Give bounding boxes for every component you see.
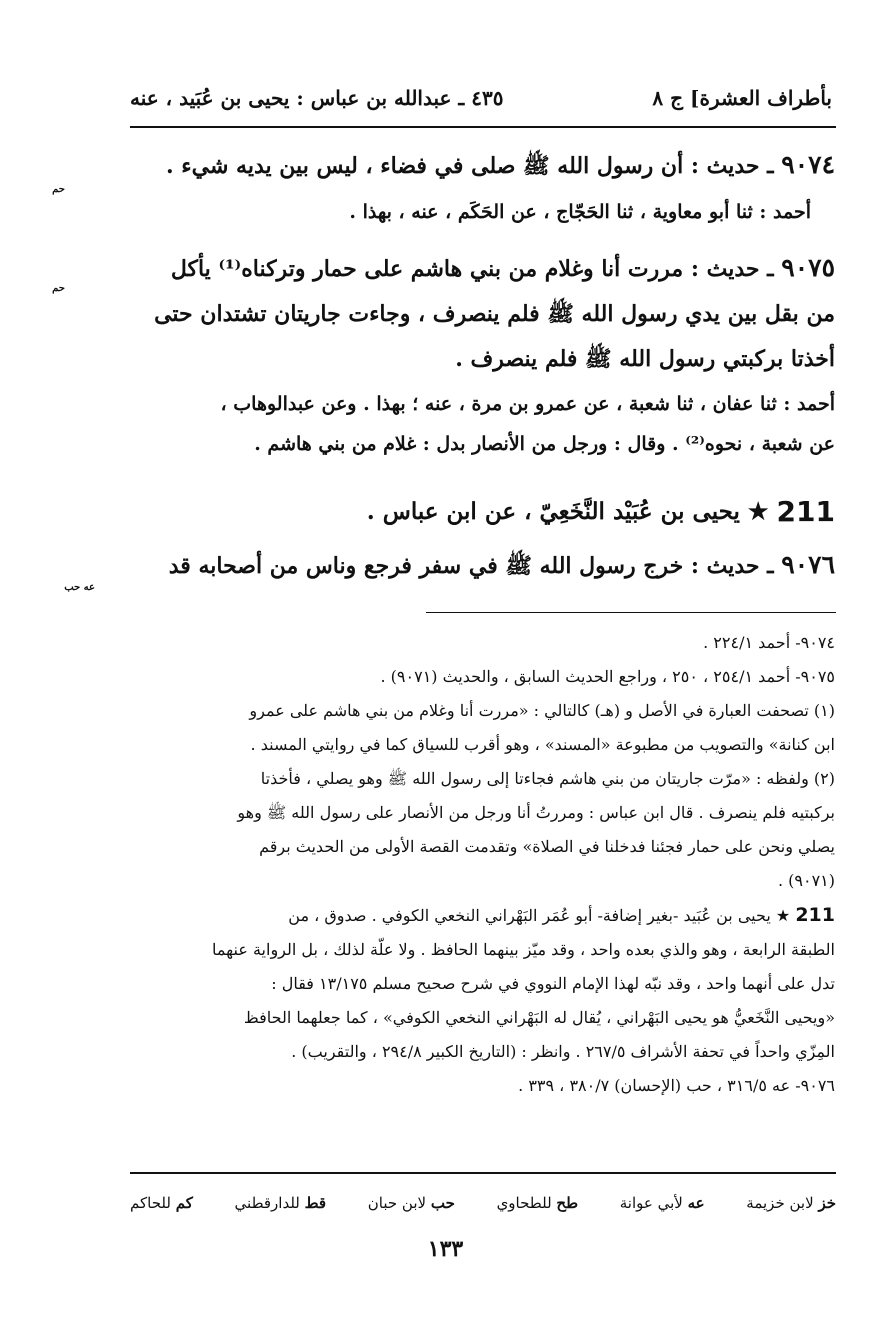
- hadith-source: أحمد : ثنا عفان ، ثنا شعبة ، عن عمرو بن مرة ، عنه ؛ بهذا . وعن عبدالوهاب ، عن شعبة ، نحوه⁽²⁾ . وقال : ورجل من الأنصار بدل : غلام من بني هاشم .: [220, 393, 835, 455]
- siglum: عه حب: [64, 582, 95, 593]
- siglum: حم: [52, 283, 65, 294]
- narrator-heading: [129, 488, 835, 534]
- abbr-item: قط للدارقطني: [234, 1194, 327, 1212]
- hadith-text: ـ حديث : خرج رسول الله ﷺ في سفر فرجع وناس من أصحابه قد: [168, 553, 774, 579]
- hadith-line: أخذتا بركبتي رسول الله ﷺ فلم ينصرف .: [455, 346, 835, 372]
- hadith-9075: [129, 245, 835, 382]
- abbr-item: طح للطحاوي: [496, 1194, 579, 1212]
- header-rule: [130, 126, 836, 128]
- footnote-9075: ٩٠٧٥- أحمد ٢٥٤/١ ، ٢٥٠ ، وراجع الحديث السابق ، والحديث (٩٠٧١) .: [380, 667, 835, 686]
- star-icon: ★: [775, 906, 791, 925]
- hadith-line: ٩٠٧٥ ـ حديث : مررت أنا وغلام من بني هاشم على حمار وتركناه⁽¹⁾ يأكل: [170, 253, 835, 282]
- abbr-item: خز لابن خزيمة: [746, 1194, 836, 1212]
- hadith-9076: [129, 542, 835, 589]
- siglum: حم: [52, 184, 65, 195]
- abbreviations-key: [130, 1186, 836, 1220]
- footnote-rule: [426, 612, 836, 613]
- footnote-1: (١) تصحفت العبارة في الأصل و (هـ) كالتالي : «مررت أنا وغلام من بني هاشم على عمرو ابن كنانة» والتصويب من مطبوعة «المسند» ، وهو أقرب للسياق كما في روايتي المسند .: [249, 701, 835, 754]
- hadith-9074: [129, 142, 835, 189]
- abbreviations-rule: [130, 1172, 836, 1174]
- footnote-narrator-number: 211: [795, 904, 835, 926]
- footnote-9076: ٩٠٧٦- عه ٣١٦/٥ ، حب (الإحسان) ٣٨٠/٧ ، ٣٣٩ .: [518, 1076, 835, 1095]
- hadith-number: ٩٠٧٥: [781, 253, 835, 282]
- running-header: [130, 78, 832, 118]
- footnotes: [129, 626, 835, 1103]
- abbr-item: كم للحاكم: [130, 1194, 193, 1212]
- hadith-text: ـ حديث : أن رسول الله ﷺ صلى في فضاء ، ليس بين يديه شيء .: [165, 153, 774, 179]
- page-number: ١٣٣: [427, 1236, 464, 1262]
- footnote-9074: ٩٠٧٤- أحمد ٢٢٤/١ .: [703, 633, 835, 652]
- header-volume: بأطراف العشرة] ج ٨: [652, 86, 832, 110]
- hadith-line: من بقل بين يدي رسول الله ﷺ فلم ينصرف ، وجاءت جاريتان تشتدان حتى: [154, 301, 835, 327]
- abbr-item: عه لأبي عوانة: [619, 1194, 705, 1212]
- footnote-211: 211 ★ يحيى بن عُبَيد -بغير إضافة- أبو عُمَر البَهْراني النخعي الكوفي . صدوق ، من الطبقة الرابعة ، وهو والذي بعده واحد ، وقد ميّز بينهما الحافظ . ولا علّة لذلك ، بل الرواية عنهما تدل على أنهما واحد ، وقد نبّه لهذا الإمام النووي في شرح صحيح مسلم ١٣/١٧٥ فقال : «ويحيى النَّخَعيُّ هو يحيى البَهْراني ، يُقال له البَهْراني النخعي الكوفي» ، كما جعلهما الحافظ المِزّي واحداً في تحفة الأشراف ٢٦٧/٥ . وانظر : (التاريخ الكبير ٢٩٤/٨ ، والتقريب) .: [212, 904, 835, 1061]
- narrator-name: يحيى بن عُبَيْد النَّخَعِيّ ، عن ابن عباس .: [366, 497, 740, 525]
- narrator-number: 211: [776, 494, 835, 528]
- hadith-number: ٩٠٧٤: [781, 150, 835, 179]
- star-icon: ★: [747, 497, 769, 525]
- footnote-2: (٢) ولفظه : «مرّت جاريتان من بني هاشم فجاءتا إلى رسول الله ﷺ وهو يصلي ، فأخذتا بركبتيه فلم ينصرف . قال ابن عباس : ومررتُ أنا ورجل من الأنصار على رسول الله ﷺ وهو يصلي ونحن على حمار فجئنا فدخلنا في الصلاة» وتقدمت القصة الأولى من الحديث برقم (٩٠٧١) .: [237, 769, 835, 890]
- hadith-number: ٩٠٧٦: [781, 550, 835, 579]
- abbr-item: حب لابن حبان: [367, 1194, 455, 1212]
- header-section: ٤٣٥ ـ عبدالله بن عباس : يحيى بن عُبَيد ، عنه: [130, 86, 504, 110]
- hadith-source: أحمد : ثنا أبو معاوية ، ثنا الحَجّاج ، عن الحَكَم ، عنه ، بهذا .: [349, 201, 811, 223]
